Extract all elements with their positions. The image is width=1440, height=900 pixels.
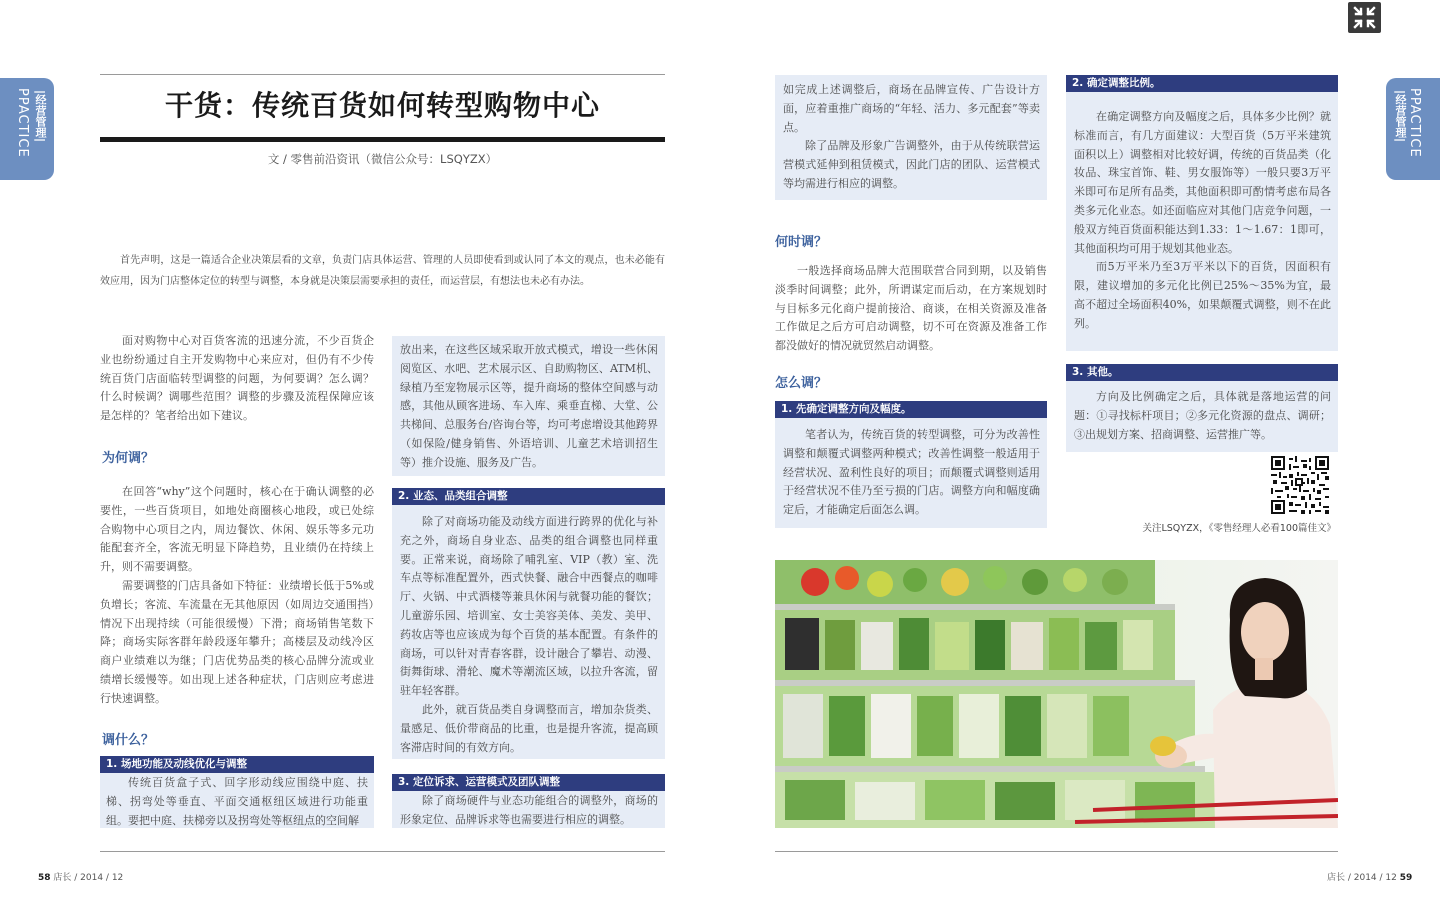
section-tab-left	[0, 78, 54, 180]
body-text	[100, 332, 374, 426]
page-number: 59	[1399, 873, 1413, 883]
section-heading-what: 调什么？	[102, 733, 155, 748]
box-text	[1074, 108, 1331, 334]
paragraph: 在回答“why”这个问题时，核心在于确认调整的必要性，一些百货项目，如地处商圈核心地段，或已处综合购物中心项目之内，周边餐饮、休闲、娱乐等多元功能配套齐全，客流无明显下降趋势，且业绩仍在持续上升，则不需要调整。	[100, 485, 374, 574]
body-text	[100, 483, 374, 709]
page-footer-right	[1327, 870, 1412, 883]
paragraph: 方向及比例确定之后，具体就是落地运营的问题：①寻找标杆项目；②多元化资源的盘点、调研；③出规划方案、招商调整、运营推广等。	[1074, 390, 1331, 441]
collapse-arrows-icon	[1348, 2, 1381, 33]
box-title-bar: 3. 定位诉求、运营模式及团队调整	[392, 774, 665, 791]
paragraph: 放出来，在这些区域采取开放式模式，增设一些休闲阅览区、水吧、艺术展示区、自助购物区、ATM机、绿植乃至宠物展示区等，提升商场的整体空间感与动感，其他从顾客进场、车入库、乘垂直梯、大堂、公共梯间、总服务台/咨询台等，均可考虑增设其他跨界（如保险/健身销售、外语培训、儿童艺术培训招生等）推介设施、服务及广告。	[400, 343, 658, 469]
box-title-bar: 1. 先确定调整方向及幅度。	[775, 401, 1047, 418]
body-text	[775, 262, 1047, 356]
supermarket-photo	[775, 560, 1338, 828]
paragraph: 在确定调整方向及幅度之后，具体多少比例？就标准而言，有几方面建议：大型百货（5万平米建筑面积以上）调整相对比较好调，传统的百货品类（化妆品、珠宝首饰、鞋、男女服饰等）一般只要3万平米即可布足所有品类，其他面积即可酌情考虑布局各类多元化业态。如还面临应对其他门店竞争问题，一般双方纯百货面积能达到1.33：1～1.67：1即可，其他面积均可用于规划其他业态。	[1074, 110, 1331, 255]
box-title-bar: 1. 场地功能及动线优化与调整	[100, 756, 374, 773]
paragraph: 除了商场硬件与业态功能组合的调整外，商场的形象定位、品牌诉求等也需要进行相应的调整。	[400, 794, 658, 826]
section-heading-when: 何时调？	[775, 235, 828, 250]
qr-caption: 关注LSQYZX，《零售经理人必看100篇佳文》	[1142, 523, 1336, 534]
paragraph: 一般选择商场品牌大范围联营合同到期，以及销售淡季时间调整；此外，所谓谋定而后动，在方案规划时与目标多元化商户提前接洽、商谈，在相关资源及准备工作做足之后方可启动调整，切不可在资源及准备工作都没做好的情况就贸然启动调整。	[775, 264, 1047, 353]
title-underline	[100, 137, 665, 142]
box-text	[783, 81, 1040, 194]
box-text	[400, 513, 658, 757]
bottom-rule	[775, 851, 1338, 852]
paragraph: 需要调整的门店具备如下特征：业绩增长低于5%或负增长；客流、车流量在无其他原因（如周边交通围挡）情况下出现持续（可能很缓慢）下滑；商场销售笔数下降；商场实际客群年龄段逐年攀升；高楼层及动线冷区商户业绩难以为继；门店优势品类的核心品牌分流或业绩增长缓慢等。如出现上述各种症状，门店则应考虑进行快速调整。	[100, 578, 374, 705]
paragraph: 而5万平米乃至3万平米以下的百货，因面积有限，建议增加的多元化比例已25%～35%为宜，最高不超过全场面积40%，如果颠覆式调整，则不在此列。	[1074, 260, 1331, 330]
box-text	[400, 341, 658, 473]
top-rule	[100, 74, 665, 75]
exit-fullscreen-button[interactable]	[1348, 2, 1381, 33]
issue-label: 店长 / 2014 / 12	[53, 873, 124, 883]
box-text	[106, 774, 368, 828]
section-tab-en: PPACTICE	[1407, 88, 1422, 158]
qr-code-icon	[1271, 456, 1329, 514]
section-tab-right	[1386, 78, 1440, 180]
box-text	[783, 426, 1040, 520]
box-title-bar: 3. 其他。	[1066, 364, 1338, 381]
page-footer-left	[38, 870, 123, 883]
paragraph: 除了对商场功能及动线方面进行跨界的优化与补充之外，商场自身业态、品类的组合调整也同样重要。正常来说，商场除了哺乳室、VIP（教）室、洗车点等标准配置外，西式快餐、融合中西餐点的咖啡厅、火锅、中式酒楼等兼具休闲与就餐功能的餐饮；儿童游乐园、培训室、女士美容美体、美发、美甲、药妆店等也应该成为每个百货的基本配置。有条件的商场，可以针对青春客群，设计融合了攀岩、动漫、街舞街球、滑轮、魔术等潮流区域，以拉升客流，留驻年轻客群。	[400, 515, 658, 698]
paragraph: 如完成上述调整后，商场在品牌宣传、广告设计方面，应着重推广商场的“年轻、活力、多元配套”等卖点。	[783, 83, 1040, 134]
box-title-bar: 2. 业态、品类组合调整	[392, 488, 665, 505]
article-title: 干货：传统百货如何转型购物中心	[164, 89, 600, 122]
section-heading-why: 为何调？	[102, 451, 155, 466]
section-tab-en: PPACTICE	[15, 88, 30, 158]
box-title-bar: 2. 确定调整比例。	[1066, 75, 1338, 92]
box-text	[1074, 388, 1331, 444]
paragraph: 除了品牌及形象广告调整外，由于从传统联营运营模式延伸到租赁模式，因此门店的团队、运营模式等均需进行相应的调整。	[783, 139, 1040, 190]
section-tab-cn: |经营管理|	[1394, 90, 1407, 143]
paragraph: 此外，就百货品类自身调整而言，增加杂货类、量感足、低价带商品的比重，也是提升客流，提高顾客滞店时间的有效方向。	[400, 702, 658, 754]
shopper-image	[775, 560, 1338, 828]
paragraph: 传统百货盒子式、回字形动线应围绕中庭、扶梯、拐弯处等垂直、平面交通枢纽区域进行功能重组。要把中庭、扶梯旁以及拐弯处等枢纽点的空间解	[106, 776, 368, 827]
issue-label: 店长 / 2014 / 12	[1327, 873, 1397, 883]
bottom-rule	[100, 851, 665, 852]
paragraph: 面对购物中心对百货客流的迅速分流，不少百货企业也纷纷通过自主开发购物中心来应对，但仍有不少传统百货门店面临转型调整的问题，为何要调？怎么调？什么时候调？调哪些范围？调整的步骤及流程保障应该是怎样的？笔者给出如下建议。	[100, 334, 374, 423]
section-heading-how: 怎么调？	[775, 376, 828, 391]
section-tab-cn: |经营管理|	[34, 90, 47, 143]
paragraph: 笔者认为，传统百货的转型调整，可分为改善性调整和颠覆式调整两种模式；改善性调整一般适用于经营状况、盈利性良好的项目；而颠覆式调整则适用于经营状况不佳乃至亏损的门店。调整方向和幅度确定后，才能确定后面怎么调。	[783, 428, 1040, 517]
box-text	[400, 792, 658, 828]
article-byline: 文 / 零售前沿资讯（微信公众号：LSQYZX）	[267, 152, 498, 166]
page-number: 58	[38, 873, 51, 883]
intro-paragraph: 首先声明，这是一篇适合企业决策层看的文章，负责门店具体运营、管理的人员即使看到或认同了本文的观点，也未必能有效应用，因为门店整体定位的转型与调整，本身就是决策层需要承担的责任，而运营层，有想法也未必有办法。	[100, 255, 665, 287]
